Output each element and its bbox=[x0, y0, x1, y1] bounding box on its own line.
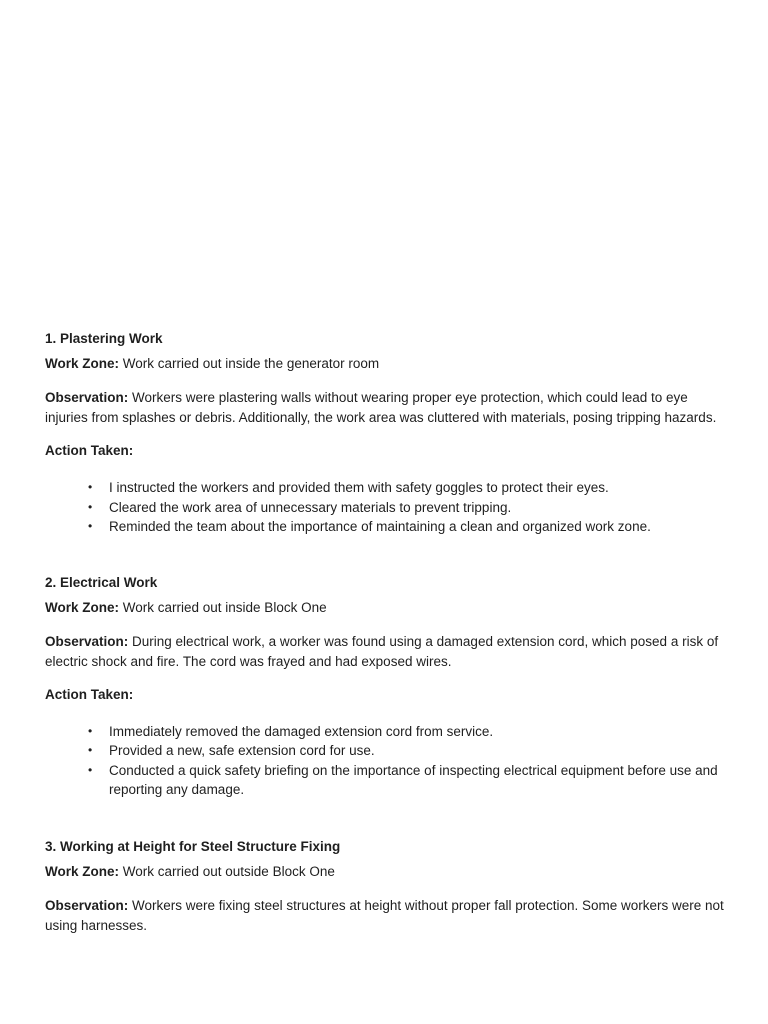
work-zone-line bbox=[45, 862, 725, 882]
section-spacer bbox=[45, 537, 725, 574]
list-item-text: Cleared the work area of unnecessary materials to prevent tripping. bbox=[109, 499, 512, 515]
bullet-icon: • bbox=[88, 723, 93, 738]
work-zone-text: Work carried out outside Block One bbox=[119, 863, 335, 879]
observation-text: Workers were plastering walls without wearing proper eye protection, which could lead to eye injuries from splashes or debris. Additionally, the work area was cluttered with materials, posing tripping hazards. bbox=[45, 390, 717, 425]
bullet-icon: • bbox=[88, 762, 93, 777]
action-taken-label: Action Taken: bbox=[45, 686, 134, 702]
observation-paragraph bbox=[45, 388, 725, 428]
section-working-at-height bbox=[45, 838, 725, 936]
observation-label: Observation: bbox=[45, 633, 129, 649]
list-item bbox=[88, 517, 725, 537]
work-zone-text: Work carried out inside the generator room bbox=[119, 356, 380, 371]
list-item-text: Immediately removed the damaged extension cord from service. bbox=[109, 723, 494, 739]
observation-text: Workers were fixing steel structures at height without proper fall protection. Some workers were not using harnesses. bbox=[45, 897, 724, 933]
section-plastering-work bbox=[45, 330, 725, 537]
work-zone-label: Work Zone: bbox=[45, 356, 119, 371]
list-item-text: Conducted a quick safety briefing on the importance of inspecting electrical equipment before use and reporting any damage. bbox=[109, 762, 718, 797]
observation-label: Observation: bbox=[45, 390, 129, 405]
work-zone-text: Work carried out inside Block One bbox=[119, 599, 327, 615]
list-item-text: I instructed the workers and provided them with safety goggles to protect their eyes. bbox=[109, 480, 609, 495]
action-list bbox=[45, 722, 725, 800]
work-zone-line bbox=[45, 354, 725, 374]
bullet-icon: • bbox=[88, 743, 93, 757]
section-title: 3. Working at Height for Steel Structure Fixing bbox=[45, 838, 341, 854]
section-electrical-work bbox=[45, 574, 725, 800]
list-item bbox=[88, 498, 725, 518]
report-content bbox=[45, 330, 725, 950]
list-item bbox=[88, 741, 725, 761]
section-title: 1. Plastering Work bbox=[45, 331, 163, 346]
section-spacer bbox=[45, 800, 725, 838]
action-list bbox=[45, 478, 725, 537]
work-zone-line bbox=[45, 598, 725, 618]
observation-paragraph bbox=[45, 896, 725, 936]
work-zone-label: Work Zone: bbox=[45, 599, 119, 615]
list-item-text: Provided a new, safe extension cord for use. bbox=[109, 743, 375, 758]
work-zone-label: Work Zone: bbox=[45, 863, 119, 879]
action-taken-label: Action Taken: bbox=[45, 443, 134, 458]
list-item bbox=[88, 722, 725, 742]
list-item-text: Reminded the team about the importance of maintaining a clean and organized work zone. bbox=[109, 519, 651, 534]
section-title: 2. Electrical Work bbox=[45, 574, 158, 590]
bullet-icon: • bbox=[88, 499, 93, 514]
bullet-icon: • bbox=[88, 519, 93, 533]
bullet-icon: • bbox=[88, 480, 93, 494]
observation-paragraph bbox=[45, 632, 725, 672]
observation-text: During electrical work, a worker was found using a damaged extension cord, which posed a risk of electric shock and fire. The cord was frayed and had exposed wires. bbox=[45, 633, 719, 669]
list-item bbox=[88, 478, 725, 498]
list-item bbox=[88, 761, 725, 800]
observation-label: Observation: bbox=[45, 897, 129, 913]
